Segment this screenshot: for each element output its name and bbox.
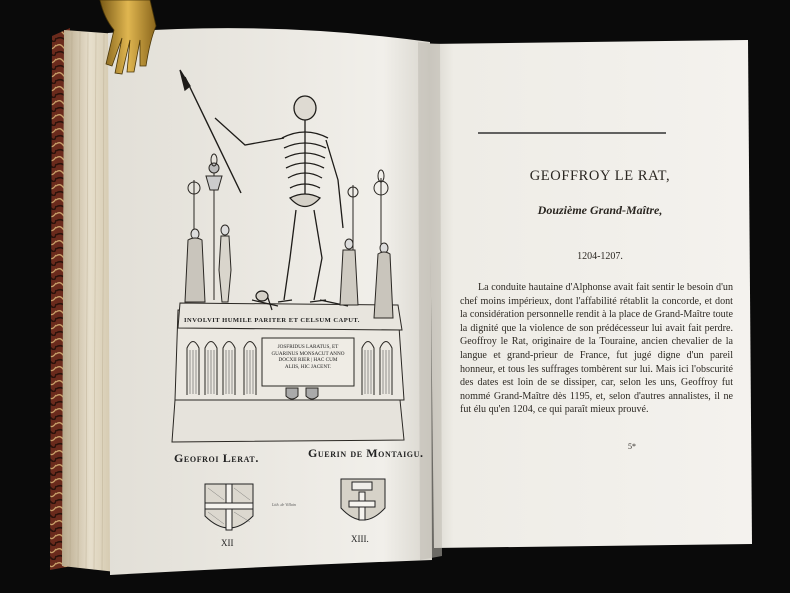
inscription-line: JOSFRIDUS LARATUS, ET (277, 344, 339, 350)
inscription-line: ALIIS, HIC JACENT. (284, 363, 332, 370)
inscription-line: GUARINUS MONSACUT ANNO (271, 350, 345, 357)
tomb-banner: INVOLVIT HUMILE PARITER ET CELSUM CAPUT. (184, 317, 360, 324)
lithographer-credit: Lith. de Villain (272, 502, 296, 507)
reign-dates: 1204-1207. (577, 251, 623, 262)
tomb-inscription (263, 344, 353, 370)
name-geofroi-lerat: Geofroi Lerat. (174, 451, 259, 465)
signature-mark: 5* (628, 442, 636, 451)
numeral-left: XII (221, 538, 234, 548)
numeral-right: XIII. (351, 534, 369, 544)
inscription-line: DOCXII RIER | HAC CUM (278, 357, 338, 364)
chapter-subtitle: Douzième Grand-Maître, (537, 203, 663, 217)
coat-of-arms-right (341, 479, 385, 520)
gutter-shadow (418, 42, 442, 560)
name-guerin-de-montaigu: Guerin de Montaigu. (308, 446, 424, 460)
chapter-title: GEOFFROY LE RAT, (529, 168, 671, 184)
body-paragraph (460, 281, 733, 417)
paragraph-text: La conduite hautaine d'Alphonse avait fait sentir le besoin d'un chef moins impérieux, dont l'affabilité rétablit la concorde, et dont la considération personnelle rendit à la place de Grand-Maître toute la dignité que la violence de son prédécesseur lui avait fait perdre. Geoffroy le Rat, originaire de la Touraine, ancien chevalier de la langue et grand-prieur de France, fut jugé digne d'un pareil honneur, et tous les suffrages tombèrent sur lui. Mais ici l'obscurité des dates est loin de se dissiper, car, selon les uns, Geoffroy fut nommé Grand-Maître dès 1195, et, selon d'autres annalistes, il ne fut élu qu'en 1204, ce qui paraît mieux prouvé. (460, 282, 733, 416)
